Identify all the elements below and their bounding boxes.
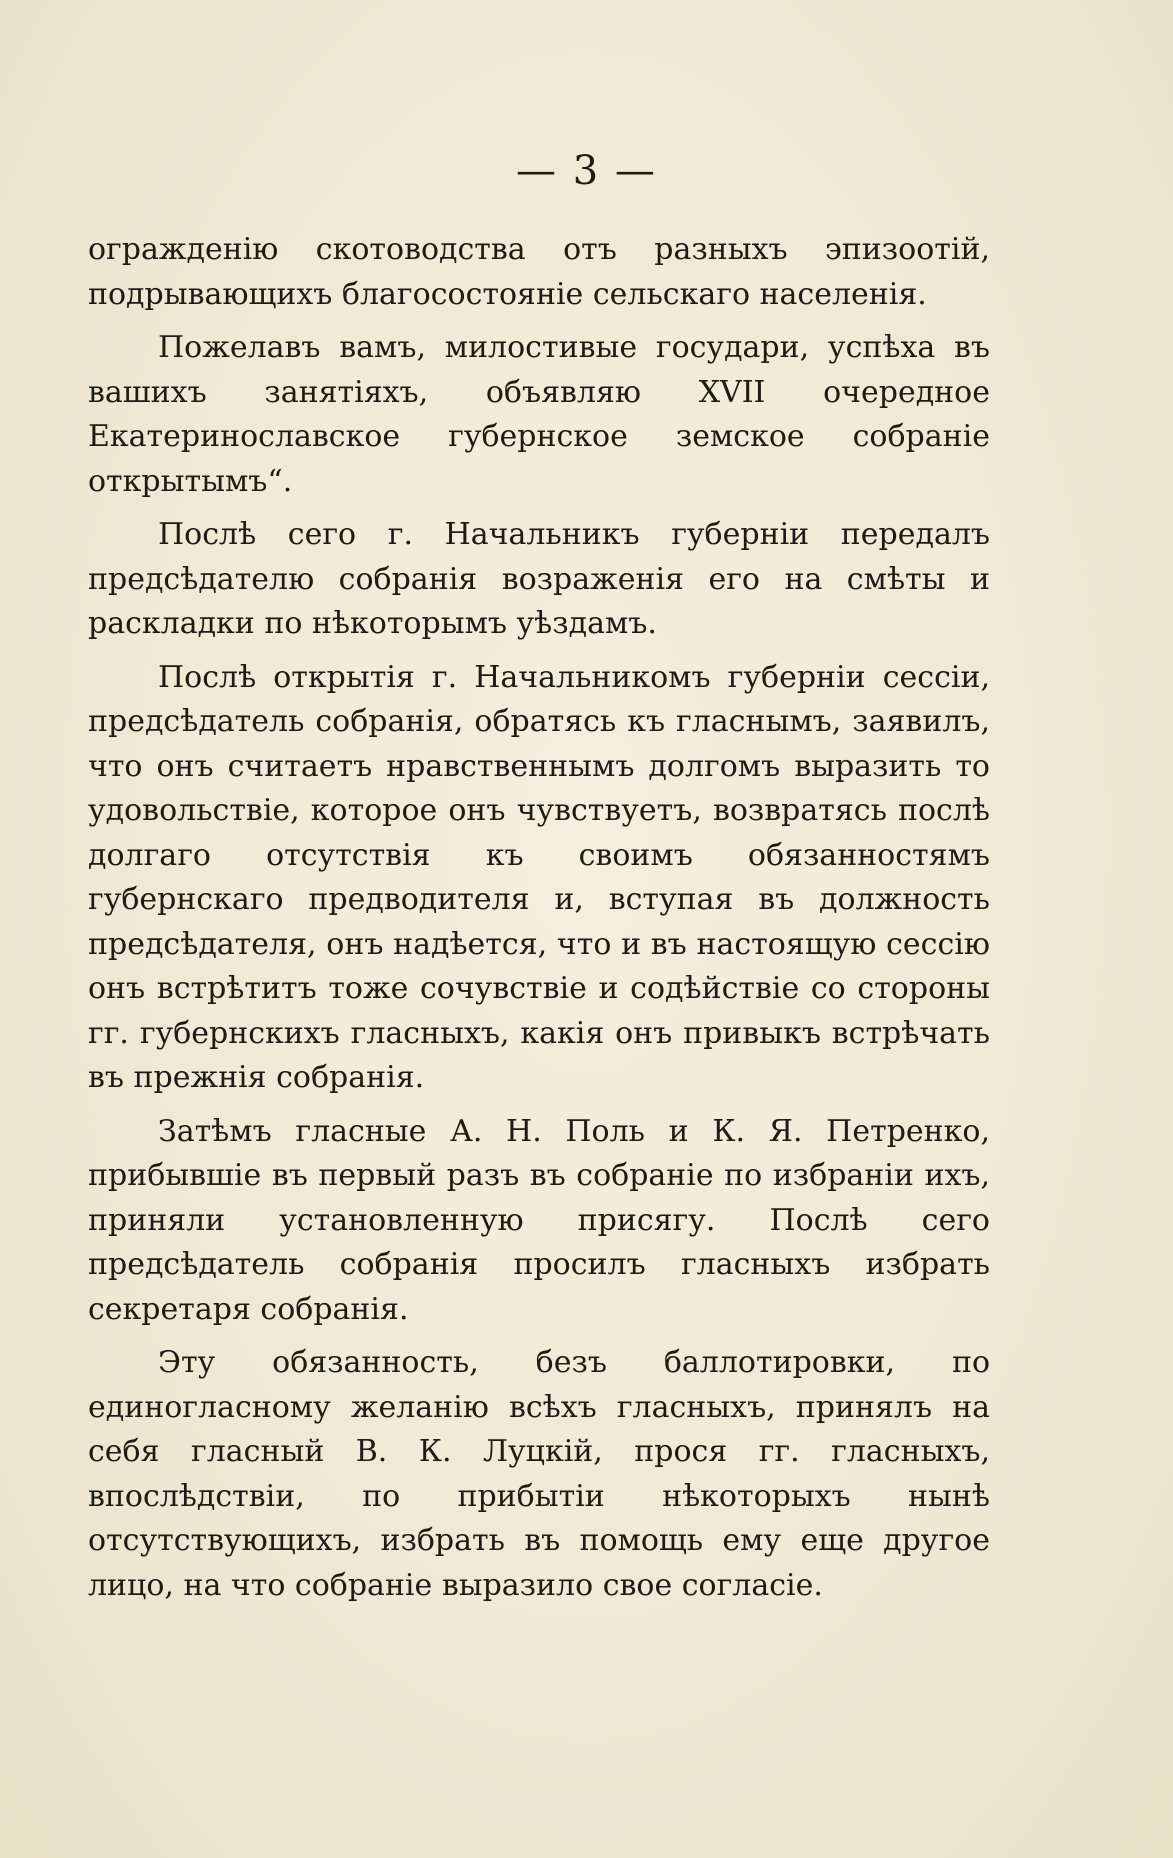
page-number: — 3 — — [516, 148, 657, 194]
body-text — [88, 228, 990, 1608]
paragraph-6: Эту обязанность, безъ баллотировки, по единогласному желанію всѣхъ гласныхъ, принялъ на себя гласный В. К. Луцкій, прося гг. гласныхъ, впослѣдствіи, по прибытіи нѣкоторыхъ нынѣ отсутствующихъ, избрать въ помощь ему еще другое лицо, на что собраніе выразило свое согласіе. — [88, 1345, 990, 1603]
paragraph-5: Затѣмъ гласные А. Н. Поль и К. Я. Петренко, прибывшіе въ первый разъ въ собраніе по избраніи ихъ, приняли установленную присягу. Послѣ сего предсѣдатель собранія просилъ гласныхъ избрать секретаря собранія. — [88, 1113, 990, 1327]
paragraph-4: Послѣ открытія г. Начальникомъ губерніи сессіи, предсѣдатель собранія, обратясь къ гласнымъ, заявилъ, что онъ считаетъ нравственнымъ долгомъ выразить то удовольствіе, которое онъ чувствуетъ, возвратясь послѣ долгаго отсутствія къ своимъ обязанностямъ губернскаго предводителя и, вступая въ должность предсѣдателя, онъ надѣется, что и въ настоящую сессію онъ встрѣтитъ тоже сочувствіе и содѣйствіе со стороны гг. губернскихъ гласныхъ, какія онъ привыкъ встрѣчать въ прежнія собранія. — [88, 659, 990, 1095]
paragraph-1: огражденію скотоводства отъ разныхъ эпизоотій, подрывающихъ благосостояніе сельскаго населенія. — [88, 232, 990, 312]
paragraph-2: Пожелавъ вамъ, милостивые государи, успѣха въ вашихъ занятіяхъ, объявляю XVII очередное Екатеринославское губернское земское собраніе открытымъ“. — [88, 330, 990, 499]
paragraph-3: Послѣ сего г. Начальникъ губерніи передалъ предсѣдателю собранія возраженія его на смѣты и раскладки по нѣкоторымъ уѣздамъ. — [88, 517, 990, 641]
